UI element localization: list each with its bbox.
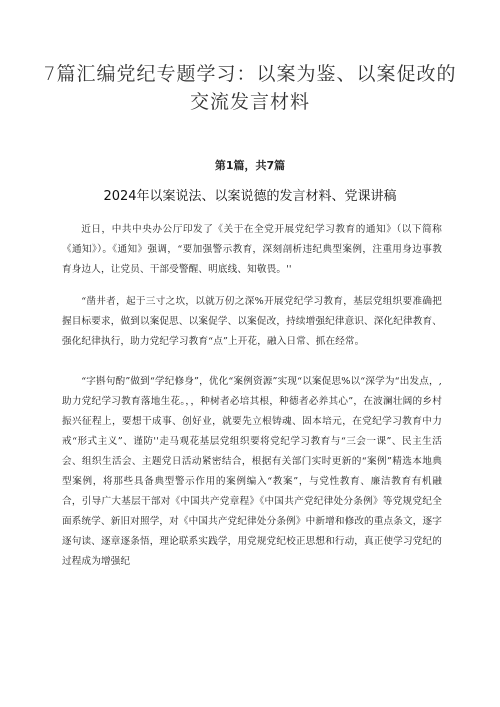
body-paragraph-2 <box>62 292 442 352</box>
section-subtitle: 2024年以案说法、以案说德的发言材料、党课讲稿 <box>103 189 397 204</box>
paragraph-text: 近日，中共中央办公厅印发了《关于在全党开展党纪学习教育的通知》（以下简称《通知》）。《通知》强调，“要加强警示教育，深刻剖析违纪典型案例，注重用身边事教育身边人，让党员、干部受警醒、明底线、知敬畏。'' <box>62 224 442 275</box>
body-paragraph-3 <box>62 372 442 572</box>
paragraph-text: “凿井者，起于三寸之坎，以就万仞之深%开展党纪学习教育，基层党组织要准确把握目标要求，做到以案促思、以案促学、以案促改，持续增强纪律意识、深化纪律教育、强化纪律执行，助力党纪学习教育“点”上开花，融入日常、抓在经常。 <box>62 296 443 347</box>
body-paragraph-1 <box>62 220 442 280</box>
part-label: 第1篇，共7篇 <box>214 159 286 172</box>
document-title: 7篇汇编党纪专题学习：以案为鉴、以案促改的交流发言材料 <box>43 63 457 113</box>
paragraph-text: “字斟句酌”做到“学纪修身”，优化“案例资源”实现“以案促思%以“深学为“出发点，,助力党纪学习教育落地生花。，，种树者必培其根，种德者必养其心”，在波澜壮阔的乡村振兴征程上，要想干成事、创好业，就要先立根铸魂、固本培元，在党纪学习教育中力戒“形式主义”、谨防''走马观花基层党组织要将党纪学习教育与“三会一课”、民主生活会、组织生活会、主题党日活动紧密结合，根据有关部门实时更新的“案例”精选本地典型案例，将那些具备典型警示作用的案例编入“教案”，与党性教育、廉洁教育有机融合，引导广大基层干部对《中国共产党章程》《中国共产党纪律处分条例》等党规党纪全面系统学、新旧对照学，对《中国共产党纪律处分条例》中新增和修改的重点条文，逐字逐句读、逐章逐条悟，理论联系实践学，用党规党纪校正思想和行动，真正使学习党纪的过程成为增强纪 <box>62 376 443 567</box>
